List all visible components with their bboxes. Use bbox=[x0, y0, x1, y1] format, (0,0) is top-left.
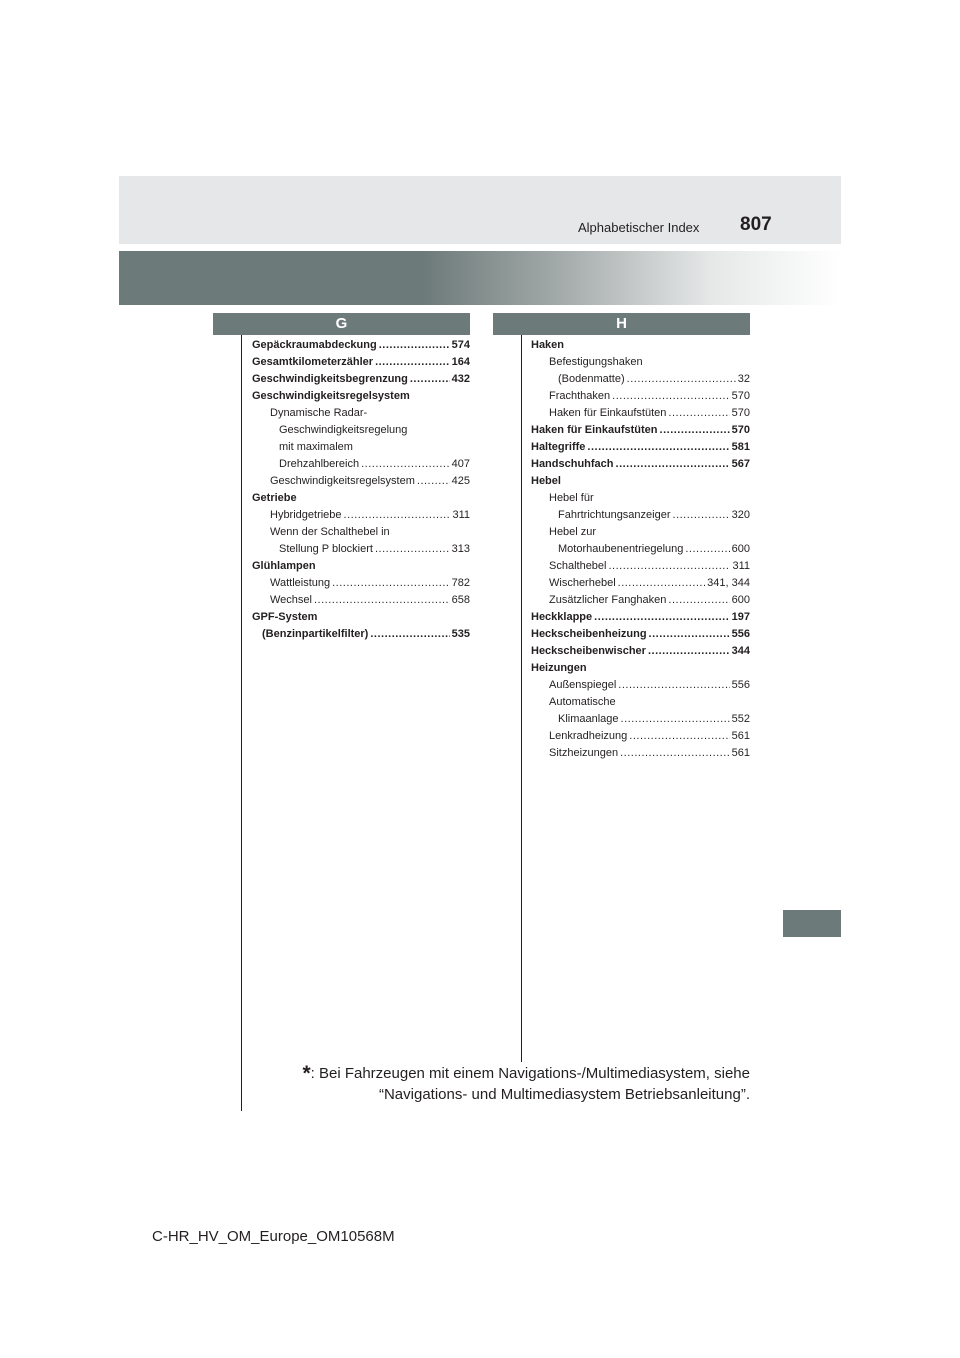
index-entry bbox=[531, 745, 750, 762]
index-entry bbox=[252, 456, 470, 473]
entry-label: Sitzheizungen bbox=[549, 747, 619, 759]
index-entry: Haken bbox=[531, 339, 565, 351]
leader-dots bbox=[332, 575, 450, 592]
leader-dots bbox=[668, 592, 729, 609]
entry-page: 556 bbox=[731, 628, 750, 640]
leader-dots bbox=[648, 643, 730, 660]
entry-page: 311 bbox=[452, 509, 470, 521]
entry-label: Zusätzlicher Fanghaken bbox=[549, 594, 667, 606]
index-entry bbox=[252, 354, 470, 371]
entry-label: (Benzinpartikelfilter) bbox=[262, 628, 369, 640]
leader-dots bbox=[660, 422, 730, 439]
entry-page: 570 bbox=[731, 407, 750, 419]
column-divider bbox=[521, 334, 522, 1062]
leader-dots bbox=[379, 337, 450, 354]
entry-page: 552 bbox=[731, 713, 750, 725]
footnote-line-2: “Navigations- und Multimediasystem Betriebsanleitung”. bbox=[378, 1086, 750, 1103]
leader-dots bbox=[629, 728, 729, 745]
leader-dots bbox=[370, 626, 449, 643]
entry-label: Haltegriffe bbox=[531, 441, 586, 453]
index-entry bbox=[531, 711, 750, 728]
leader-dots bbox=[668, 405, 729, 422]
leader-dots bbox=[618, 677, 729, 694]
leader-dots bbox=[361, 456, 450, 473]
index-entry bbox=[531, 626, 750, 643]
index-entry bbox=[252, 371, 470, 388]
index-entry bbox=[531, 575, 750, 592]
entry-label: Geschwindigkeitsregelsystem bbox=[270, 475, 415, 487]
entry-page: 320 bbox=[731, 509, 750, 521]
leader-dots bbox=[375, 354, 450, 371]
entry-label: Gepäckraumabdeckung bbox=[252, 339, 377, 351]
entry-page: 32 bbox=[737, 373, 750, 385]
entry-label: Wattleistung bbox=[270, 577, 331, 589]
entry-label: Außenspiegel bbox=[549, 679, 617, 691]
index-entry bbox=[531, 643, 750, 660]
footnote-marker: * bbox=[302, 1062, 311, 1085]
entry-page: 341, 344 bbox=[707, 577, 750, 589]
index-column-h bbox=[531, 337, 750, 762]
document-id: C-HR_HV_OM_Europe_OM10568M bbox=[152, 1228, 395, 1245]
entry-label: (Bodenmatte) bbox=[558, 373, 625, 385]
letter-heading-h: H bbox=[493, 313, 750, 335]
index-entry: Glühlampen bbox=[252, 560, 316, 572]
entry-label: Haken für Einkaufstüten bbox=[549, 407, 667, 419]
chapter-tab bbox=[783, 910, 841, 937]
entry-label: Hybridgetriebe bbox=[270, 509, 342, 521]
entry-page: 561 bbox=[731, 730, 750, 742]
index-entry bbox=[531, 541, 750, 558]
index-entry bbox=[531, 592, 750, 609]
index-entry bbox=[531, 456, 750, 473]
index-entry bbox=[531, 677, 750, 694]
index-entry bbox=[252, 626, 470, 643]
leader-dots bbox=[410, 371, 450, 388]
index-entry: Hebel bbox=[531, 475, 561, 487]
index-entry: GPF-System bbox=[252, 611, 318, 623]
entry-page: 570 bbox=[731, 390, 750, 402]
index-entry bbox=[531, 558, 750, 575]
index-entry bbox=[531, 388, 750, 405]
header-box bbox=[119, 176, 841, 244]
index-column-g bbox=[252, 337, 470, 643]
page-number: 807 bbox=[740, 214, 772, 235]
index-entry: Geschwindigkeitsregelung bbox=[279, 424, 408, 436]
index-entry: Hebel für bbox=[549, 492, 594, 504]
entry-page: 432 bbox=[451, 373, 470, 385]
leader-dots bbox=[587, 439, 729, 456]
footnote bbox=[290, 1063, 750, 1105]
entry-label: Motorhaubenentriegelung bbox=[558, 543, 684, 555]
leader-dots bbox=[685, 541, 729, 558]
entry-label: Frachthaken bbox=[549, 390, 611, 402]
index-entry bbox=[252, 473, 470, 490]
index-entry: Befestigungshaken bbox=[549, 356, 643, 368]
entry-label: Wischerhebel bbox=[549, 577, 616, 589]
entry-page: 535 bbox=[451, 628, 470, 640]
entry-label: Klimaanlage bbox=[558, 713, 619, 725]
leader-dots bbox=[673, 507, 730, 524]
footnote-line-1 bbox=[290, 1063, 750, 1084]
entry-label: Stellung P blockiert bbox=[279, 543, 373, 555]
index-entry: Hebel zur bbox=[549, 526, 597, 538]
index-entry bbox=[531, 609, 750, 626]
leader-dots bbox=[621, 711, 730, 728]
entry-label: Heckscheibenwischer bbox=[531, 645, 646, 657]
index-entry bbox=[252, 575, 470, 592]
entry-page: 567 bbox=[731, 458, 750, 470]
entry-page: 574 bbox=[451, 339, 470, 351]
entry-label: Handschuhfach bbox=[531, 458, 614, 470]
entry-page: 600 bbox=[731, 594, 750, 606]
entry-page: 581 bbox=[731, 441, 750, 453]
entry-page: 164 bbox=[451, 356, 470, 368]
index-entry bbox=[252, 507, 470, 524]
leader-dots bbox=[612, 388, 729, 405]
entry-label: Lenkradheizung bbox=[549, 730, 628, 742]
index-entry: Wenn der Schalthebel in bbox=[270, 526, 390, 538]
index-entry: Heizungen bbox=[531, 662, 587, 674]
entry-page: 658 bbox=[451, 594, 470, 606]
entry-label: Heckscheibenheizung bbox=[531, 628, 647, 640]
index-entry: Automatische bbox=[549, 696, 616, 708]
index-entry: mit maximalem bbox=[279, 441, 353, 453]
leader-dots bbox=[314, 592, 450, 609]
leader-dots bbox=[417, 473, 450, 490]
entry-label: Geschwindigkeitsbegrenzung bbox=[252, 373, 408, 385]
entry-page: 311 bbox=[732, 560, 750, 572]
leader-dots bbox=[620, 745, 730, 762]
index-entry: Dynamische Radar- bbox=[270, 407, 368, 419]
entry-page: 600 bbox=[731, 543, 750, 555]
entry-page: 407 bbox=[451, 458, 470, 470]
index-entry bbox=[531, 405, 750, 422]
leader-dots bbox=[618, 575, 706, 592]
section-title: Alphabetischer Index bbox=[578, 220, 700, 235]
letter-heading-g: G bbox=[213, 313, 470, 335]
leader-dots bbox=[344, 507, 451, 524]
entry-page: 570 bbox=[731, 424, 750, 436]
entry-page: 561 bbox=[731, 747, 750, 759]
entry-label: Schalthebel bbox=[549, 560, 607, 572]
index-entry bbox=[531, 422, 750, 439]
entry-page: 197 bbox=[731, 611, 750, 623]
entry-label: Heckklappe bbox=[531, 611, 593, 623]
entry-label: Fahrtrichtungsanzeiger bbox=[558, 509, 671, 521]
leader-dots bbox=[627, 371, 736, 388]
index-entry: Getriebe bbox=[252, 492, 297, 504]
index-entry bbox=[531, 371, 750, 388]
index-entry bbox=[252, 337, 470, 354]
entry-page: 313 bbox=[451, 543, 470, 555]
entry-label: Drehzahlbereich bbox=[279, 458, 360, 470]
leader-dots bbox=[649, 626, 730, 643]
leader-dots bbox=[375, 541, 450, 558]
index-entry bbox=[531, 507, 750, 524]
index-entry bbox=[252, 541, 470, 558]
entry-page: 556 bbox=[731, 679, 750, 691]
entry-label: Haken für Einkaufstüten bbox=[531, 424, 658, 436]
entry-page: 344 bbox=[731, 645, 750, 657]
leader-dots bbox=[594, 609, 729, 626]
entry-page: 425 bbox=[451, 475, 470, 487]
decorative-band bbox=[119, 251, 841, 305]
entry-page: 782 bbox=[451, 577, 470, 589]
index-entry: Geschwindigkeitsregelsystem bbox=[252, 390, 410, 402]
footnote-text-1: : Bei Fahrzeugen mit einem Navigations-/Multimediasystem, siehe bbox=[310, 1065, 750, 1082]
leader-dots bbox=[609, 558, 731, 575]
margin-rule bbox=[241, 314, 242, 1111]
index-entry bbox=[531, 439, 750, 456]
index-entry bbox=[252, 592, 470, 609]
entry-label: Wechsel bbox=[270, 594, 312, 606]
leader-dots bbox=[616, 456, 730, 473]
entry-label: Gesamtkilometerzähler bbox=[252, 356, 374, 368]
index-entry bbox=[531, 728, 750, 745]
